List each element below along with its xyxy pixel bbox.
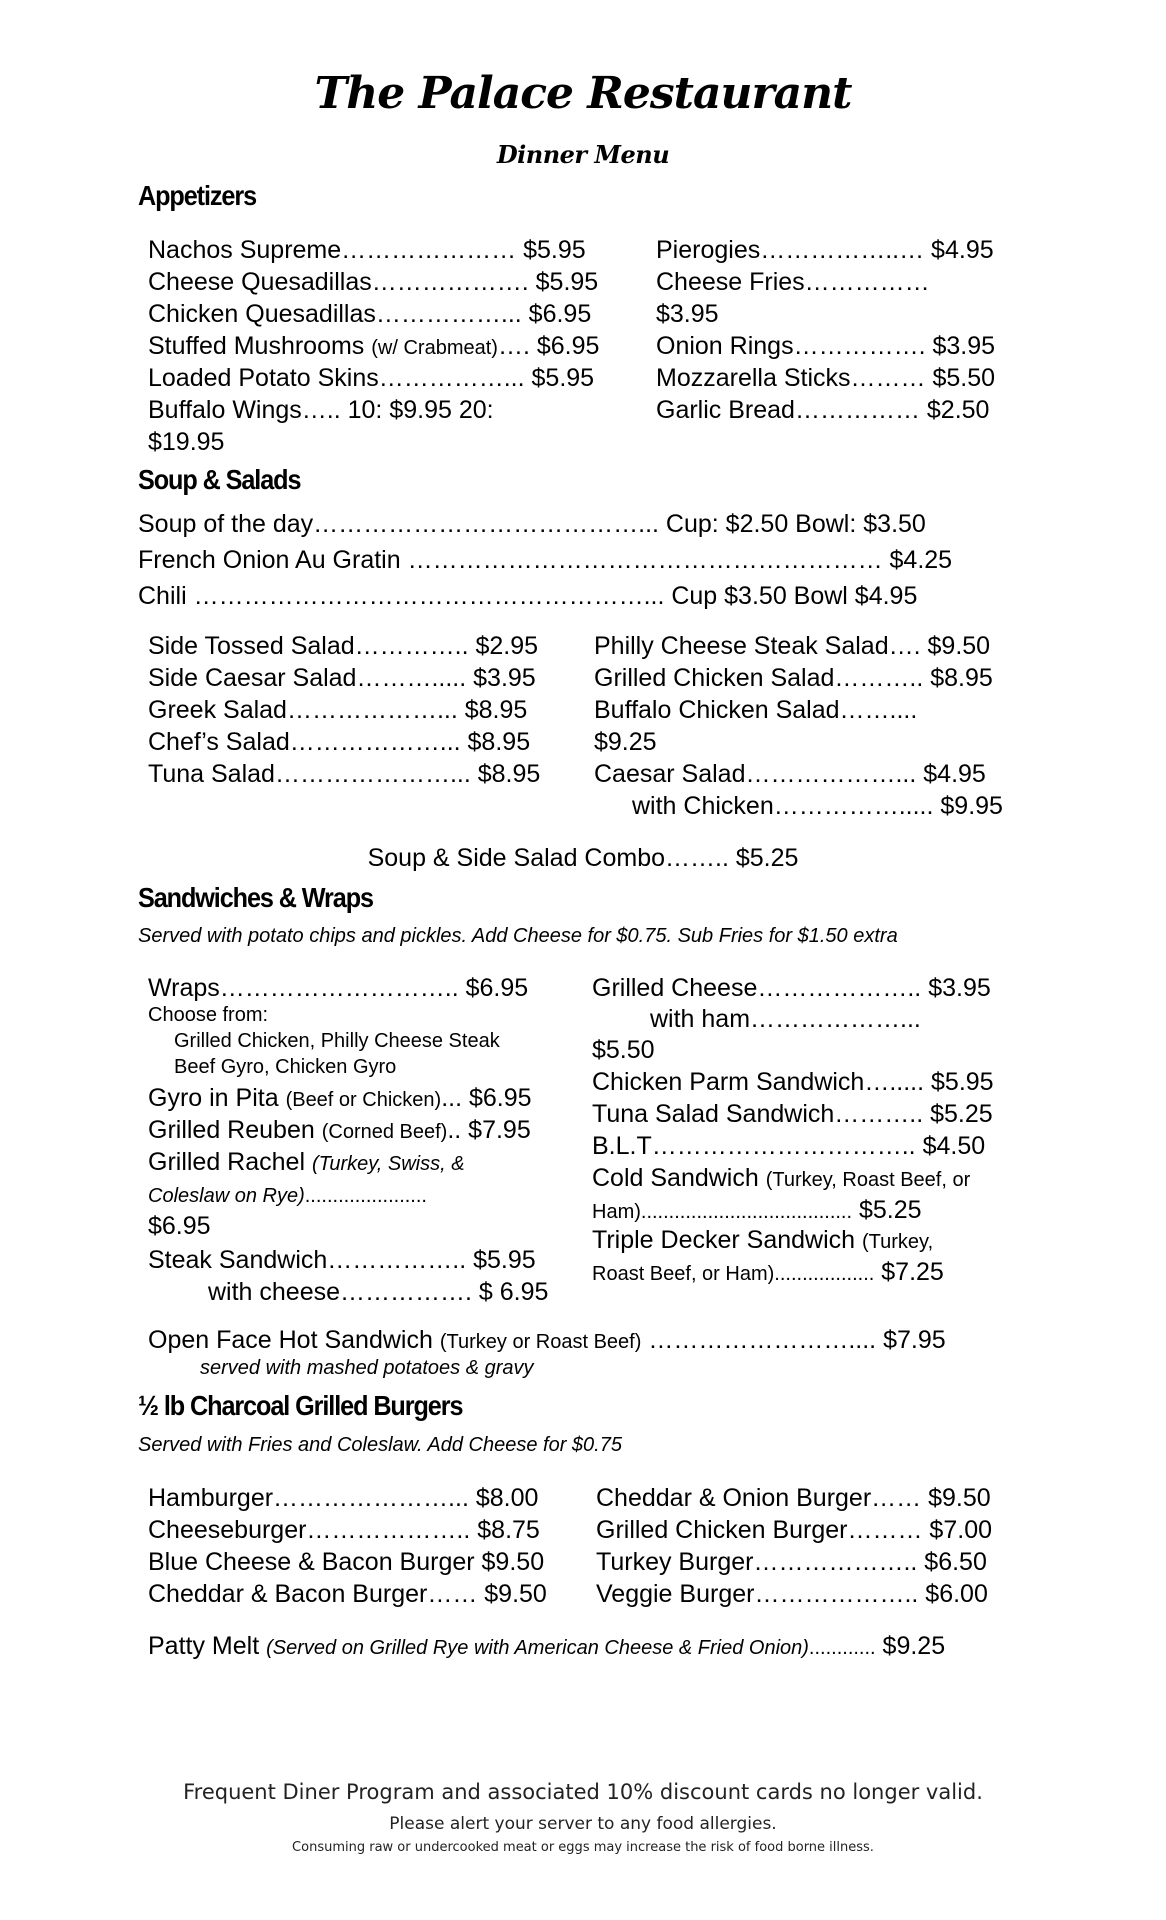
menu-item: Chili ………………………………………………... Cup $3.50 Bowl $4.95 xyxy=(138,582,918,610)
menu-item: Steak Sandwich…………….. $5.95 xyxy=(148,1246,536,1274)
menu-item: Cheese Quesadillas………………. $5.95 xyxy=(148,268,599,296)
menu-item: with Chicken……………..... $9.95 xyxy=(632,792,1003,820)
menu-item: Roast Beef, or Ham).................. $7.25 xyxy=(592,1258,944,1286)
menu-item: Chef’s Salad………………... $8.95 xyxy=(148,728,531,756)
menu-item: Greek Salad………………... $8.95 xyxy=(148,696,528,724)
menu-item: Buffalo Chicken Salad…….... xyxy=(594,696,918,724)
menu-item: Garlic Bread…………… $2.50 xyxy=(656,396,990,424)
menu-item: Side Caesar Salad………..... $3.95 xyxy=(148,664,536,692)
menu-item: $5.50 xyxy=(592,1036,655,1064)
burgers-heading: ½ lb Charcoal Grilled Burgers xyxy=(138,1390,463,1421)
menu-item-note: Choose from: xyxy=(148,1004,269,1026)
menu-item: Grilled Rachel (Turkey, Swiss, & xyxy=(148,1148,465,1176)
menu-item: Grilled Chicken Salad……….. $8.95 xyxy=(594,664,993,692)
menu-item-note: Grilled Chicken, Philly Cheese Steak xyxy=(174,1030,500,1052)
menu-item: Open Face Hot Sandwich (Turkey or Roast Beef) …………………….... $7.95 xyxy=(148,1326,946,1354)
menu-item: B.L.T………………………….. $4.50 xyxy=(592,1132,986,1160)
menu-item: Gyro in Pita (Beef or Chicken)... $6.95 xyxy=(148,1084,532,1112)
menu-item: Cheddar & Onion Burger…… $9.50 xyxy=(596,1484,991,1512)
menu-item: Philly Cheese Steak Salad…. $9.50 xyxy=(594,632,991,660)
menu-subtitle: Dinner Menu xyxy=(496,140,670,169)
menu-item: Grilled Chicken Burger……… $7.00 xyxy=(596,1516,992,1544)
menu-item: Ham)...................................... $5.25 xyxy=(592,1196,922,1224)
menu-item: Grilled Cheese……………….. $3.95 xyxy=(592,974,991,1002)
menu-item: Tuna Salad…………………... $8.95 xyxy=(148,760,541,788)
menu-item: Chicken Parm Sandwich…..... $5.95 xyxy=(592,1068,994,1096)
footer-notice: Frequent Diner Program and associated 10% discount cards no longer valid. xyxy=(183,1780,983,1804)
menu-item: Stuffed Mushrooms (w/ Crabmeat)…. $6.95 xyxy=(148,332,600,360)
menu-item: Cheddar & Bacon Burger…… $9.50 xyxy=(148,1580,547,1608)
menu-item: Soup of the day…………………………………... Cup: $2.50 Bowl: $3.50 xyxy=(138,510,926,538)
menu-item: Onion Rings……………. $3.95 xyxy=(656,332,996,360)
sandwiches-note: Served with potato chips and pickles. Add Cheese for $0.75. Sub Fries for $1.50 extra xyxy=(138,925,898,947)
menu-item: Cold Sandwich (Turkey, Roast Beef, or xyxy=(592,1164,971,1192)
combo-item: Soup & Side Salad Combo…….. $5.25 xyxy=(367,844,799,872)
menu-item: with ham………………... xyxy=(650,1005,921,1033)
menu-item: with cheese……………. $ 6.95 xyxy=(208,1278,549,1306)
footer-warning: Consuming raw or undercooked meat or eggs may increase the risk of food borne illness. xyxy=(292,1840,874,1855)
restaurant-title: The Palace Restaurant xyxy=(314,68,852,119)
menu-item: $6.95 xyxy=(148,1212,211,1240)
menu-item: Nachos Supreme………………… $5.95 xyxy=(148,236,586,264)
menu-item: Cheese Fries…………… xyxy=(656,268,930,296)
menu-item: Turkey Burger……………….. $6.50 xyxy=(596,1548,987,1576)
menu-item: Blue Cheese & Bacon Burger $9.50 xyxy=(148,1548,545,1576)
footer-allergy: Please alert your server to any food allergies. xyxy=(389,1814,777,1834)
menu-item: Grilled Reuben (Corned Beef).. $7.95 xyxy=(148,1116,531,1144)
appetizers-heading: Appetizers xyxy=(138,180,257,211)
menu-item: Side Tossed Salad………….. $2.95 xyxy=(148,632,539,660)
menu-item: Hamburger…………………... $8.00 xyxy=(148,1484,539,1512)
menu-item: Mozzarella Sticks……… $5.50 xyxy=(656,364,996,392)
menu-item: Pierogies……………..… $4.95 xyxy=(656,236,994,264)
menu-item-note: served with mashed potatoes & gravy xyxy=(200,1357,534,1379)
menu-item: Caesar Salad………………... $4.95 xyxy=(594,760,986,788)
menu-item: Wraps……………………….. $6.95 xyxy=(148,974,529,1002)
burgers-note: Served with Fries and Coleslaw. Add Cheese for $0.75 xyxy=(138,1434,622,1456)
menu-item: Veggie Burger……………….. $6.00 xyxy=(596,1580,988,1608)
sandwiches-heading: Sandwiches & Wraps xyxy=(138,882,373,913)
menu-item: Loaded Potato Skins……………... $5.95 xyxy=(148,364,595,392)
menu-item: French Onion Au Gratin ………………………………………………… $4.25 xyxy=(138,546,953,574)
menu-item: Cheeseburger……………….. $8.75 xyxy=(148,1516,540,1544)
menu-item: $9.25 xyxy=(594,728,657,756)
menu-item: Patty Melt (Served on Grilled Rye with American Cheese & Fried Onion)............ $9.25 xyxy=(148,1632,946,1660)
menu-item: Triple Decker Sandwich (Turkey, xyxy=(592,1226,934,1254)
menu-item: $19.95 xyxy=(148,428,225,456)
menu-item: $3.95 xyxy=(656,300,719,328)
menu-item: Chicken Quesadillas……………... $6.95 xyxy=(148,300,592,328)
soup-salads-heading: Soup & Salads xyxy=(138,464,301,495)
menu-item: Tuna Salad Sandwich……….. $5.25 xyxy=(592,1100,993,1128)
menu-item: Buffalo Wings….. 10: $9.95 20: xyxy=(148,396,494,424)
menu-item-note: Beef Gyro, Chicken Gyro xyxy=(174,1056,397,1078)
menu-item: Coleslaw on Rye)...................... xyxy=(148,1185,427,1207)
